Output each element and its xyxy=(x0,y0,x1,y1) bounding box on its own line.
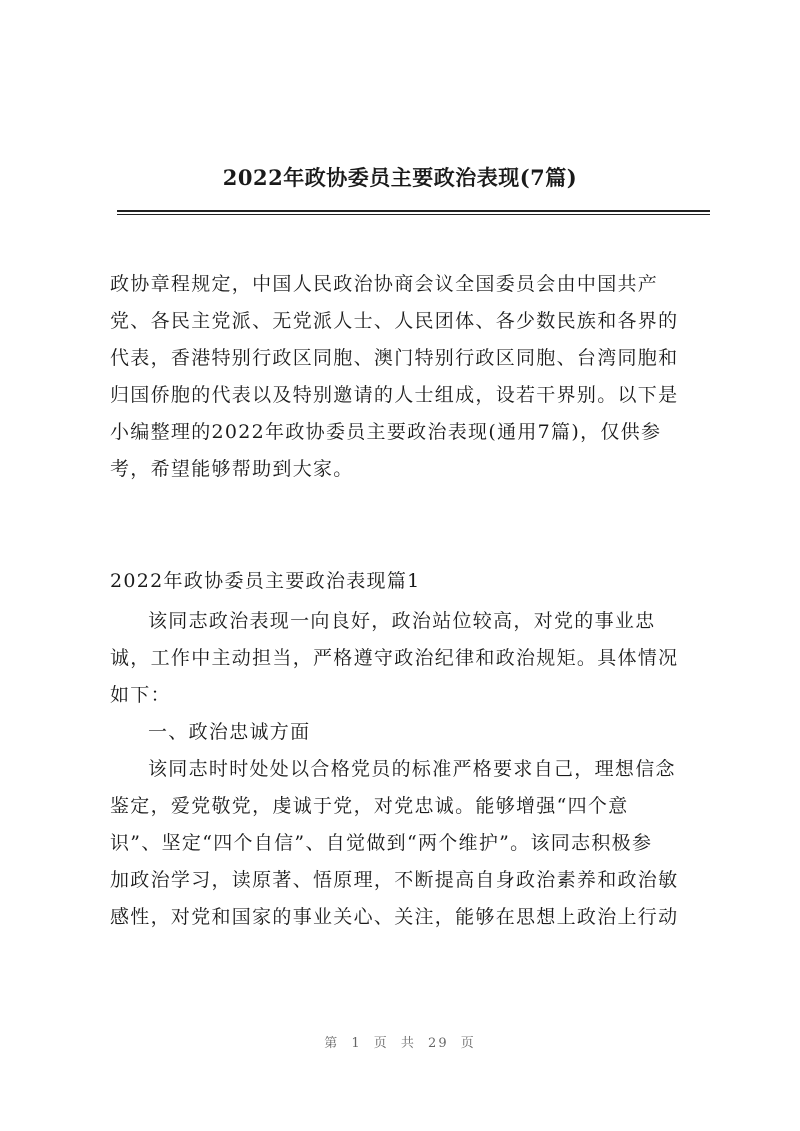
page-number: 第 1 页 共 29 页 xyxy=(324,1036,476,1051)
intro-line: 小编整理的2022年政协委员主要政治表现(通用7篇)，仅供参 xyxy=(110,421,662,443)
article-line: 鉴定，爱党敬党，虔诚于党，对党忠诚。能够增强“四个意 xyxy=(110,795,629,817)
intro-line: 政协章程规定，中国人民政治协商会议全国委员会由中国共产 xyxy=(110,273,659,295)
intro-line: 考，希望能够帮助到大家。 xyxy=(110,458,354,480)
article-line: 诚，工作中主动担当，严格遵守政治纪律和政治规矩。具体情况 xyxy=(110,647,679,669)
intro-line: 代表，香港特别行政区同胞、澳门特别行政区同胞、台湾同胞和 xyxy=(110,347,679,369)
title-divider xyxy=(117,210,710,212)
article-heading-text: 2022年政协委员主要政治表现篇1 xyxy=(110,570,421,592)
article-line: 感性，对党和国家的事业关心、关注，能够在思想上政治上行动 xyxy=(110,906,679,928)
intro-line: 归国侨胞的代表以及特别邀请的人士组成，设若干界别。以下是 xyxy=(110,384,679,406)
article-line: 该同志政治表现一向良好，政治站位较高，对党的事业忠 xyxy=(148,610,656,632)
article-body xyxy=(110,603,710,936)
intro-paragraph xyxy=(110,266,710,488)
article-line: 加政治学习，读原著、悟原理，不断提高自身政治素养和政治敏 xyxy=(110,869,679,891)
article-line: 该同志时时处处以合格党员的标准严格要求自己，理想信念 xyxy=(148,758,676,780)
article-line: 识”、坚定“四个自信”、自觉做到“两个维护”。该同志积极参 xyxy=(110,832,653,854)
document-title: 2022年政协委员主要政治表现(7篇) xyxy=(222,165,578,190)
section-heading: 一、政治忠诚方面 xyxy=(148,721,311,743)
intro-line: 党、各民主党派、无党派人士、人民团体、各少数民族和各界的 xyxy=(110,310,679,332)
article-line: 如下： xyxy=(110,684,171,706)
article-heading xyxy=(110,563,710,600)
